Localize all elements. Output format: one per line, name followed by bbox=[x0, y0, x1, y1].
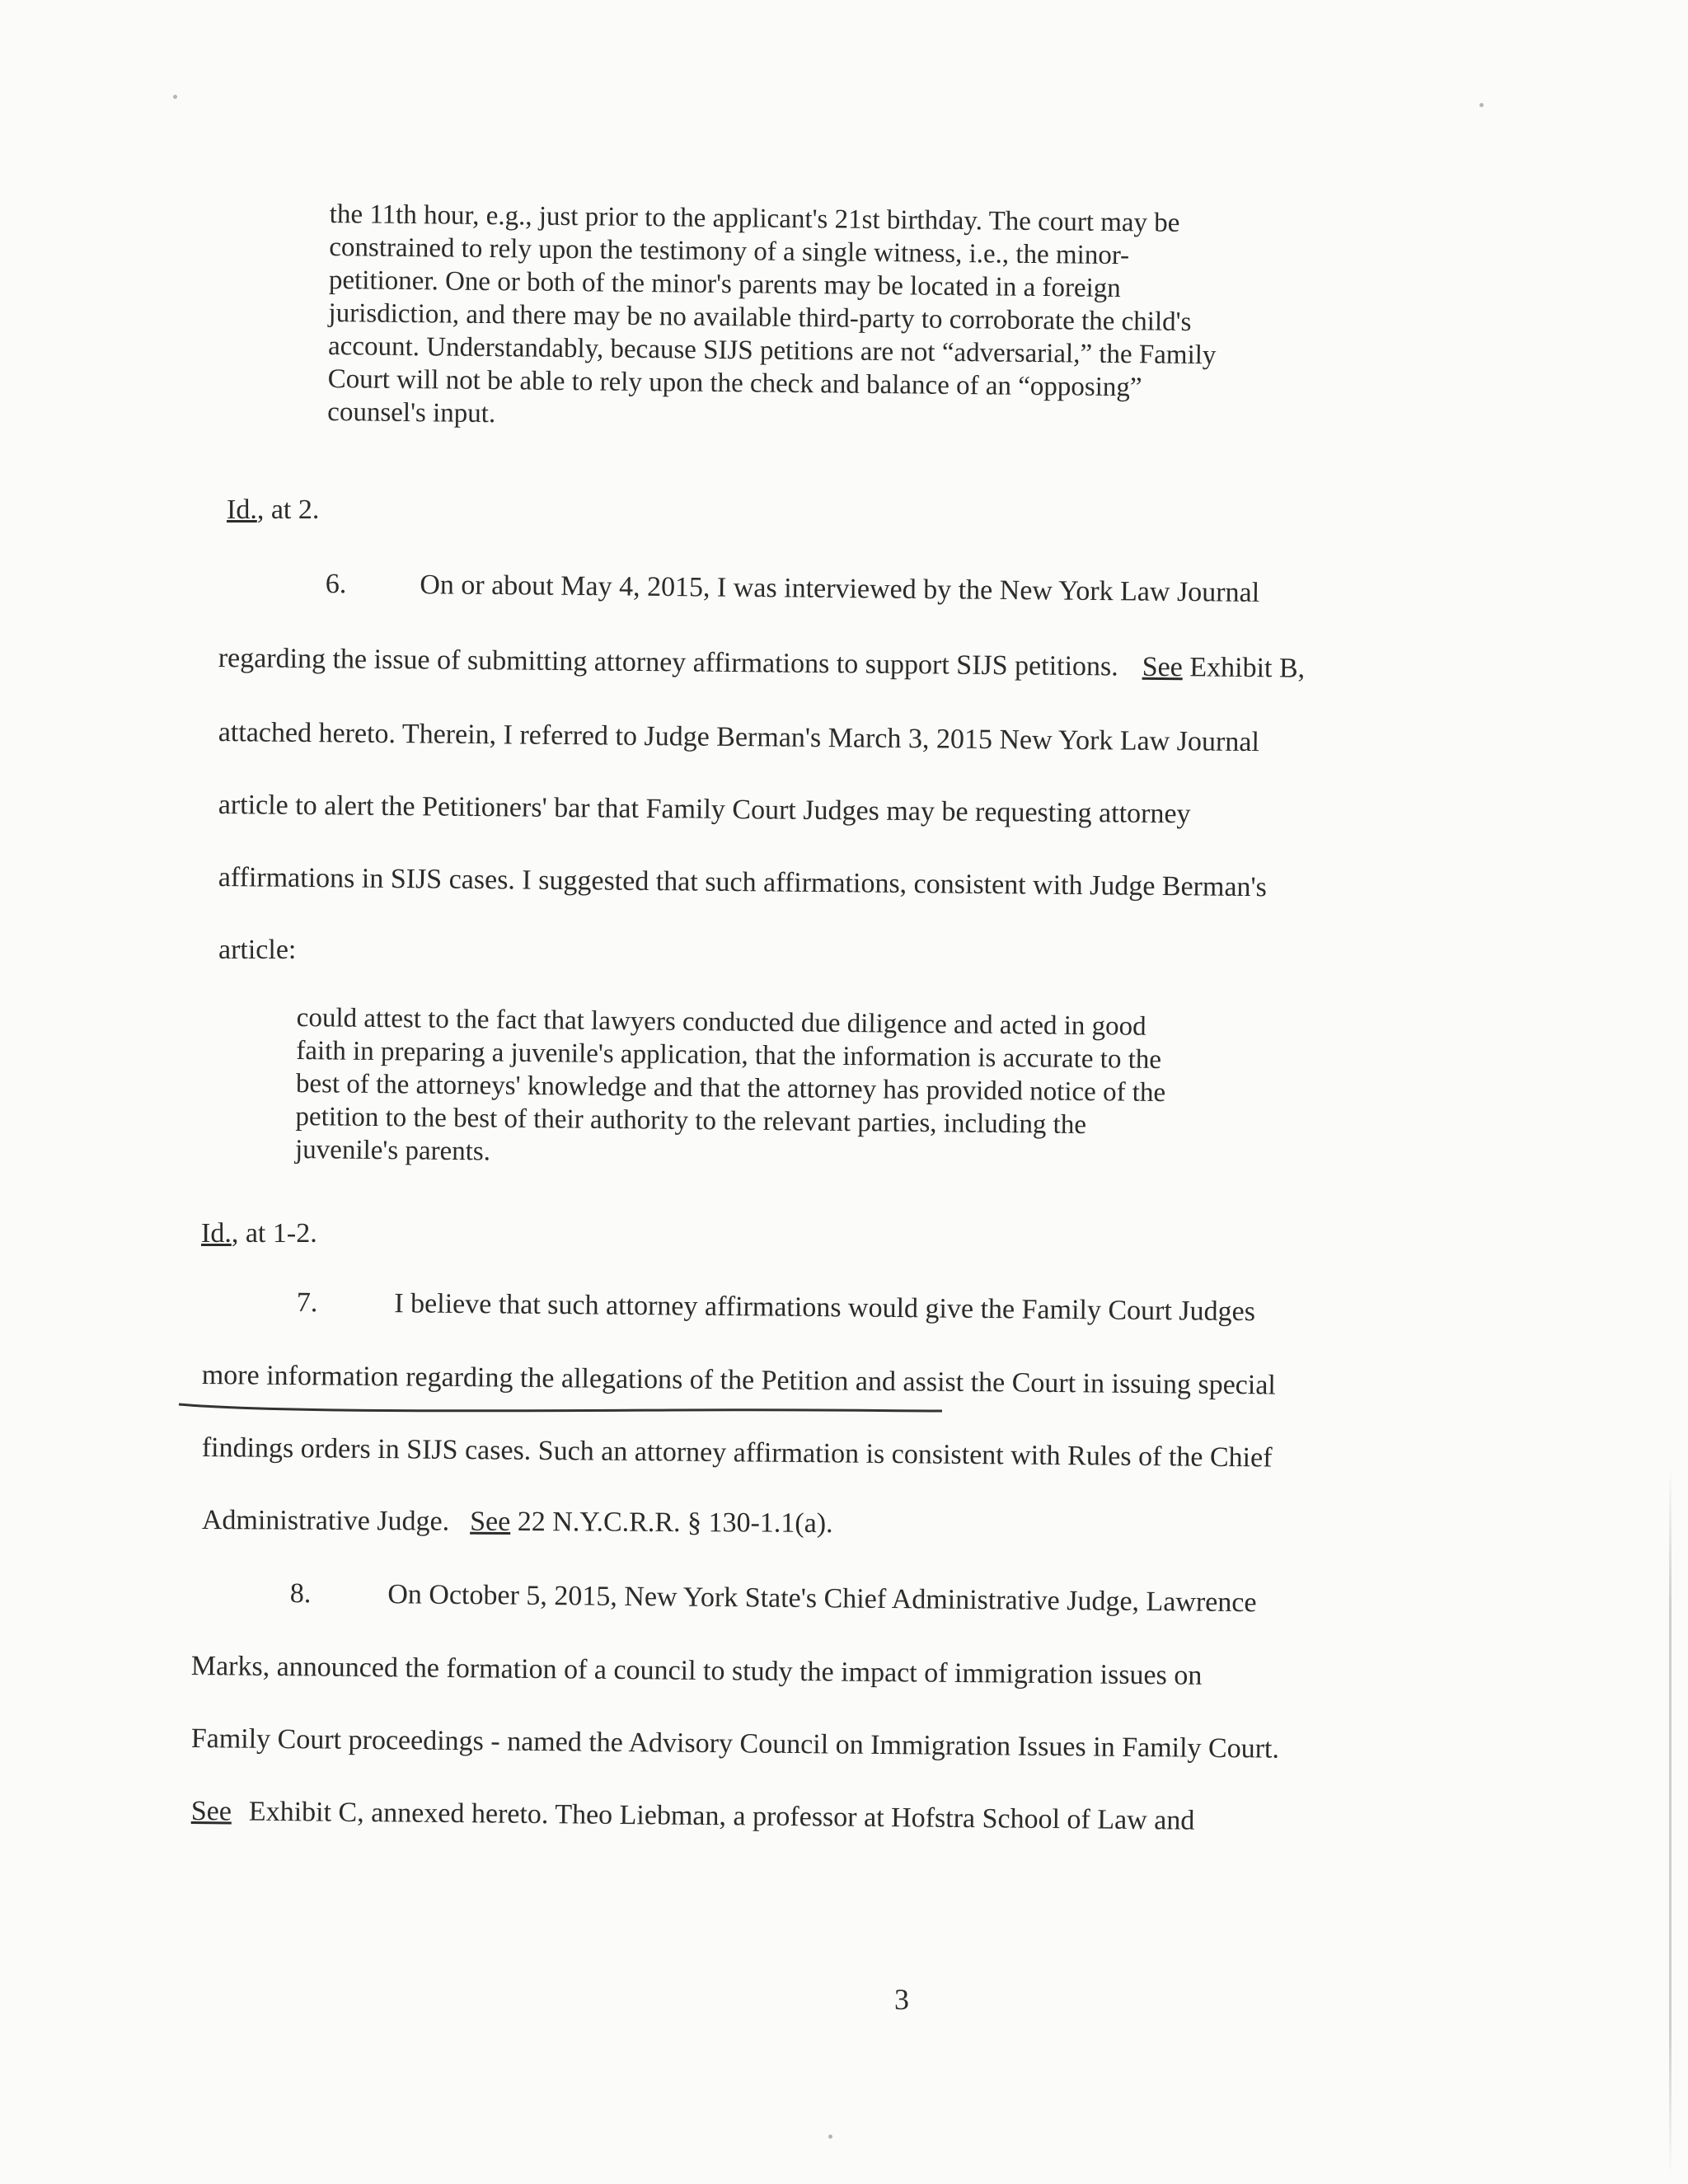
paragraph-line: more information regarding the allegations of the Petition and assist the Court in issuing special bbox=[201, 1360, 1277, 1401]
citation-pin: , at 2. bbox=[256, 494, 320, 525]
quote-line: constrained to rely upon the testimony of a single witness, i.e., the minor- bbox=[329, 232, 1130, 271]
paragraph-line: Administrative Judge. bbox=[201, 1505, 450, 1537]
scan-speck bbox=[1479, 103, 1484, 107]
statute-citation: 22 N.Y.C.R.R. § 130-1.1(a). bbox=[517, 1507, 833, 1540]
paragraph-line: Family Court proceedings - named the Advisory Council on Immigration Issues in Family Court. bbox=[190, 1723, 1280, 1765]
paragraph-number: 7. bbox=[296, 1287, 318, 1319]
see-signal: See bbox=[470, 1506, 511, 1537]
exhibit-ref: Exhibit B, bbox=[1189, 652, 1306, 684]
paragraph-line: I believe that such attorney affirmations would give the Family Court Judges bbox=[394, 1288, 1256, 1328]
citation-id-1 bbox=[227, 494, 319, 526]
see-signal: See bbox=[190, 1796, 232, 1827]
pen-underline-mark bbox=[177, 1401, 944, 1413]
scan-edge-shadow bbox=[1669, 1467, 1672, 2176]
quote-line: petitioner. One or both of the minor's parents may be located in a foreign bbox=[328, 265, 1121, 304]
paragraph-line: article: bbox=[218, 935, 297, 965]
paragraph-line: affirmations in SIJS cases. I suggested that such affirmations, consistent with Judge Berman's bbox=[218, 862, 1268, 903]
paragraph-number: 8. bbox=[289, 1578, 312, 1610]
citation-id-2 bbox=[201, 1218, 317, 1249]
quote-line: jurisdiction, and there may be no available third-party to corroborate the child's bbox=[328, 298, 1192, 337]
quote-line: could attest to the fact that lawyers conducted due diligence and acted in good bbox=[296, 1002, 1146, 1042]
see-signal: See bbox=[1142, 651, 1184, 683]
quote-line: counsel's input. bbox=[327, 396, 496, 429]
paragraph-line: regarding the issue of submitting attorney affirmations to support SIJS petitions. bbox=[218, 643, 1118, 682]
paragraph-line: attached hereto. Therein, I referred to Judge Berman's March 3, 2015 New York Law Journal bbox=[218, 717, 1260, 758]
block-quote-1 bbox=[327, 198, 1376, 439]
paragraph-line: article to alert the Petitioners' bar that Family Court Judges may be requesting attorney bbox=[218, 790, 1191, 830]
paragraph-line: findings orders in SIJS cases. Such an attorney affirmation is consistent with Rules of the Chief bbox=[201, 1432, 1273, 1474]
citation-id: Id. bbox=[227, 494, 257, 525]
citation-pin: , at 1-2. bbox=[231, 1218, 317, 1249]
block-quote-2 bbox=[295, 1001, 1343, 1177]
paragraph-line: Exhibit C, annexed hereto. Theo Liebman, a professor at Hofstra School of Law and bbox=[248, 1796, 1195, 1836]
quote-line: petition to the best of their authority to the relevant parties, including the bbox=[295, 1101, 1087, 1141]
quote-line: the 11th hour, e.g., just prior to the applicant's 21st birthday. The court may be bbox=[329, 199, 1180, 238]
citation-id: Id. bbox=[201, 1218, 232, 1249]
quote-line: account. Understandably, because SIJS petitions are not “adversarial,” the Family bbox=[327, 330, 1217, 371]
quote-line: juvenile's parents. bbox=[294, 1134, 491, 1167]
paragraph-number: 6. bbox=[325, 569, 347, 600]
quote-line: faith in preparing a juvenile's application, that the information is accurate to the bbox=[296, 1035, 1162, 1075]
paragraph-line: On October 5, 2015, New York State's Chief Administrative Judge, Lawrence bbox=[387, 1579, 1257, 1619]
paragraph-line: On or about May 4, 2015, I was interviewed by the New York Law Journal bbox=[420, 569, 1260, 608]
scan-speck bbox=[173, 95, 177, 99]
quote-line: Court will not be able to rely upon the check and balance of an “opposing” bbox=[327, 363, 1142, 403]
paragraph-line: Marks, announced the formation of a council to study the impact of immigration issues on bbox=[190, 1651, 1203, 1691]
page-number: 3 bbox=[894, 1983, 909, 2016]
scan-speck bbox=[828, 2135, 832, 2139]
quote-line: best of the attorneys' knowledge and that the attorney has provided notice of the bbox=[295, 1068, 1166, 1108]
